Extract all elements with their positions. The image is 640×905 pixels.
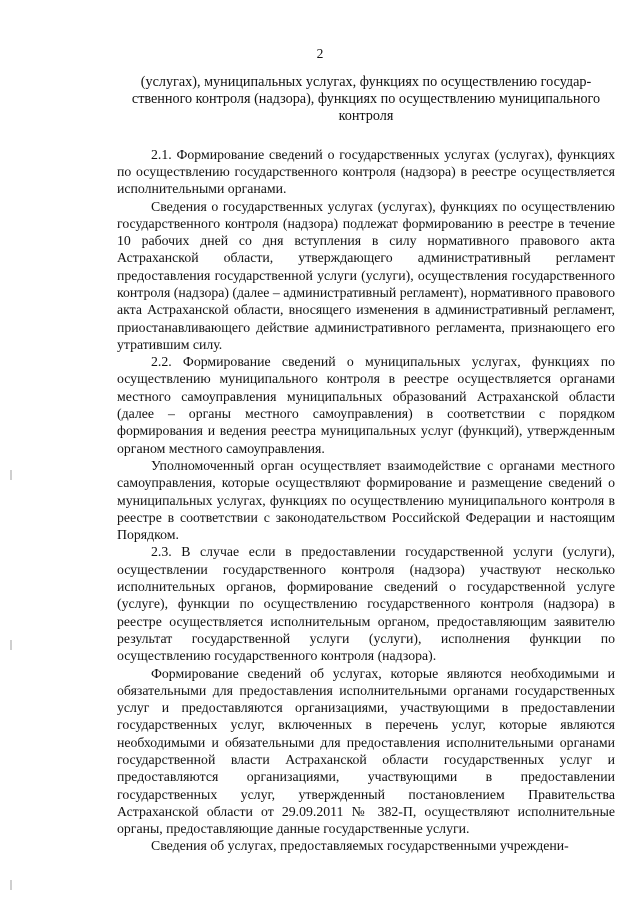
section-heading (117, 74, 615, 126)
section-heading-line: (услугах), муниципальных услугах, функциях по осуществлению государ- (140, 74, 592, 90)
scan-margin-mark (10, 880, 12, 890)
section-heading-line: ственного контроля (надзора), функциях по осуществлению муниципального (131, 91, 601, 108)
page-number: 2 (316, 46, 324, 61)
paragraph-2-2: 2.2. Формирование сведений о муниципальных услугах, функциях по осуществлению муниципального контроля в реестре осуществляется органами местного самоуправления муниципальных образований Астраханской области (далее – органы местного самоуправления) в соответствии с порядком формирования и ведения реестра муниципальных услуг (функций), утвержденным органом местного самоуправления. (117, 354, 615, 456)
paragraph-necessary-services: Формирование сведений об услугах, которые являются необходимыми и обязательными для предоставления исполнительными органами государственных услуг и предоставляются организациями, участвующими в предоставлении государственных услуг, включенных в перечень услуг, которые являются необходимыми и обязательными для предоставления исполнительными органами государственной власти Астраханской области государственных услуг и предоставляются организациями, участвующими в предоставлении государственных услуг, утвержденный постановлением Правительства Астраханской области от 29.09.2011 № 382-П, осуществляют исполнительные органы, предоставляющие данные государственные услуги. (117, 665, 615, 837)
paragraph-2-1: 2.1. Формирование сведений о государственных услугах (услугах), функциях по осуществлению государственного контроля (надзора) в реестре осуществляется исполнительными органами. (117, 146, 615, 197)
scan-margin-mark (10, 470, 12, 480)
paragraph-institution-services: Сведения об услугах, предоставляемых государственными учреждени- (151, 838, 569, 854)
paragraph-2-3: 2.3. В случае если в предоставлении государственной услуги (услуги), осуществлении государственного контроля (надзора) участвуют несколько исполнительных органов, формирование сведений о государственной услуге (услуге), функции по осуществлению государственного контроля (надзора) в реестре осуществляется исполнительным органом, предоставляющим заявителю результат государственной услуги (услуги), исполнения функции по осуществлению государственного контроля (надзора). (117, 544, 615, 664)
paragraph-state-services-info: Сведения о государственных услугах (услугах), функциях по осуществлению государственного контроля (надзора) подлежат формированию в реестре в течение 10 рабочих дней со дня вступления в силу нормативного правового акта Астраханской области, утверждающего административный регламент предоставления государственной услуги (услуги), осуществления государственного контроля (надзора) (далее – административный регламент), нормативного правового акта Астраханской области, вносящего изменения в административный регламент, приостанавливающего действие административного регламента, признающего его утратившим силу. (117, 198, 615, 352)
section-heading-line: контроля (338, 108, 394, 125)
paragraph-authorized-body: Уполномоченный орган осуществляет взаимодействие с органами местного самоуправления, которые осуществляют формирование и размещение сведений о муниципальных услугах, функциях по осуществлению муниципального контроля в реестре в соответствии с законодательством Российской Федерации и настоящим Порядком. (117, 457, 615, 543)
scan-margin-mark (10, 640, 12, 650)
document-body (117, 74, 615, 855)
